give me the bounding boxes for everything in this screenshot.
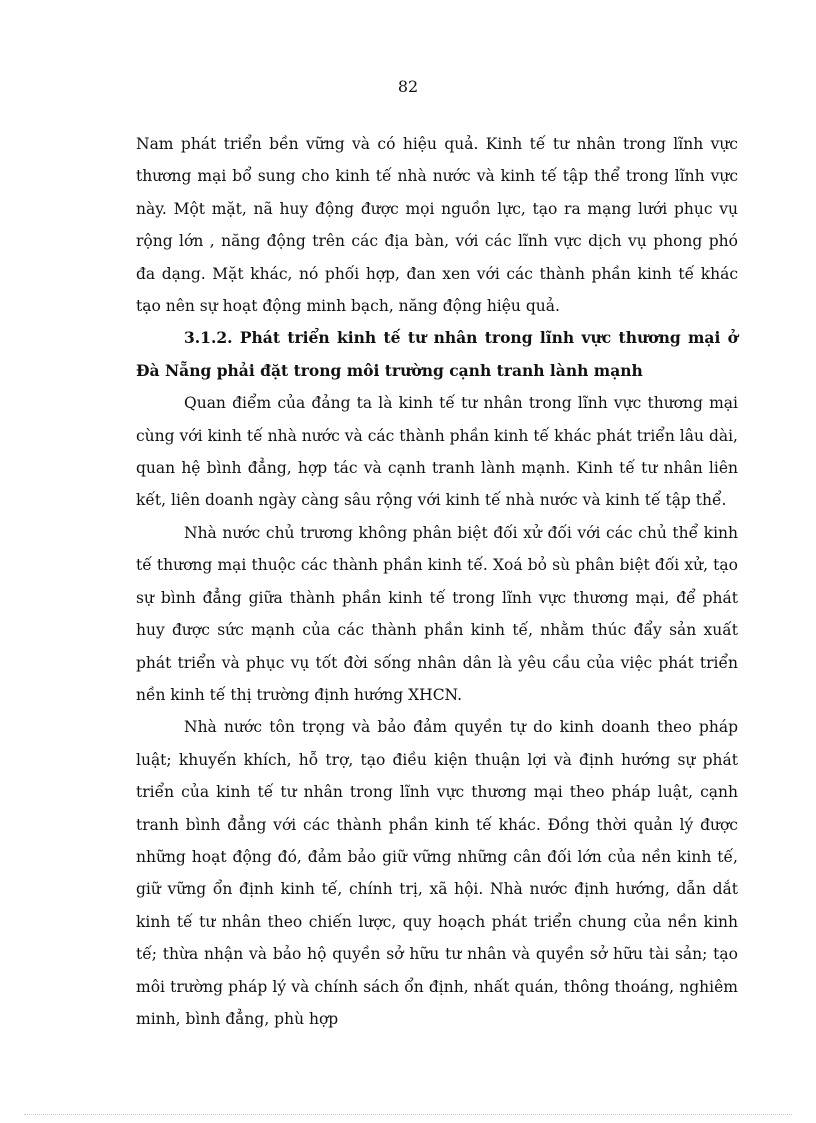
section-heading-3-1-2: 3.1.2. Phát triển kinh tế tư nhân trong lĩnh vực thương mại ở Đà Nẵng phải đặt trong môi trường cạnh tranh lành mạnh: [136, 328, 738, 380]
document-body: [136, 128, 738, 1035]
page-number: 82: [397, 77, 419, 96]
page-bottom-divider: [24, 1114, 792, 1115]
body-paragraph-2: Quan điểm của đảng ta là kinh tế tư nhân trong lĩnh vực thương mại cùng với kinh tế nhà nước và các thành phần kinh tế khác phát triển lâu dài, quan hệ bình đẳng, hợp tác và cạnh tranh lành mạnh. Kinh tế tư nhân liên kết, liên doanh ngày càng sâu rộng với kinh tế nhà nước và kinh tế tập thể.: [136, 394, 738, 510]
body-paragraph-1: Nam phát triển bền vững và có hiệu quả. Kinh tế tư nhân trong lĩnh vực thương mại bổ sung cho kinh tế nhà nước và kinh tế tập thể trong lĩnh vực này. Một mặt, nã huy động được mọi nguồn lực, tạo ra mạng lưới phục vụ rộng lớn , năng động trên các địa bàn, với các lĩnh vực dịch vụ phong phó đa dạng. Mặt khác, nó phối hợp, đan xen với các thành phần kinh tế khác tạo nên sự hoạt động minh bạch, năng động hiệu quả.: [136, 135, 738, 316]
body-paragraph-3: Nhà nước chủ trương không phân biệt đối xử đối với các chủ thể kinh tế thương mại thuộc các thành phần kinh tế. Xoá bỏ sù phân biệt đối xử, tạo sự bình đẳng giữa thành phần kinh tế trong lĩnh vực thương mại, để phát huy được sức mạnh của các thành phần kinh tế, nhằm thúc đẩy sản xuất phát triển và phục vụ tốt đời sống nhân dân là yêu cầu của việc phát triển nền kinh tế thị trường định hướng XHCN.: [136, 523, 738, 704]
body-paragraph-4: Nhà nước tôn trọng và bảo đảm quyền tự do kinh doanh theo pháp luật; khuyến khích, hỗ trợ, tạo điều kiện thuận lợi và định hướng sự phát triển của kinh tế tư nhân trong lĩnh vực thương mại theo pháp luật, cạnh tranh bình đẳng với các thành phần kinh tế khác. Đồng thời quản lý được những hoạt động đó, đảm bảo giữ vững những cân đối lớn của nền kinh tế, giữ vững ổn định kinh tế, chính trị, xã hội. Nhà nước định hướng, dẫn dắt kinh tế tư nhân theo chiến lược, quy hoạch phát triển chung của nền kinh tế; thừa nhận và bảo hộ quyền sở hữu tư nhân và quyền sở hữu tài sản; tạo môi trường pháp lý và chính sách ổn định, nhất quán, thông thoáng, nghiêm minh, bình đẳng, phù hợp: [136, 718, 738, 1028]
